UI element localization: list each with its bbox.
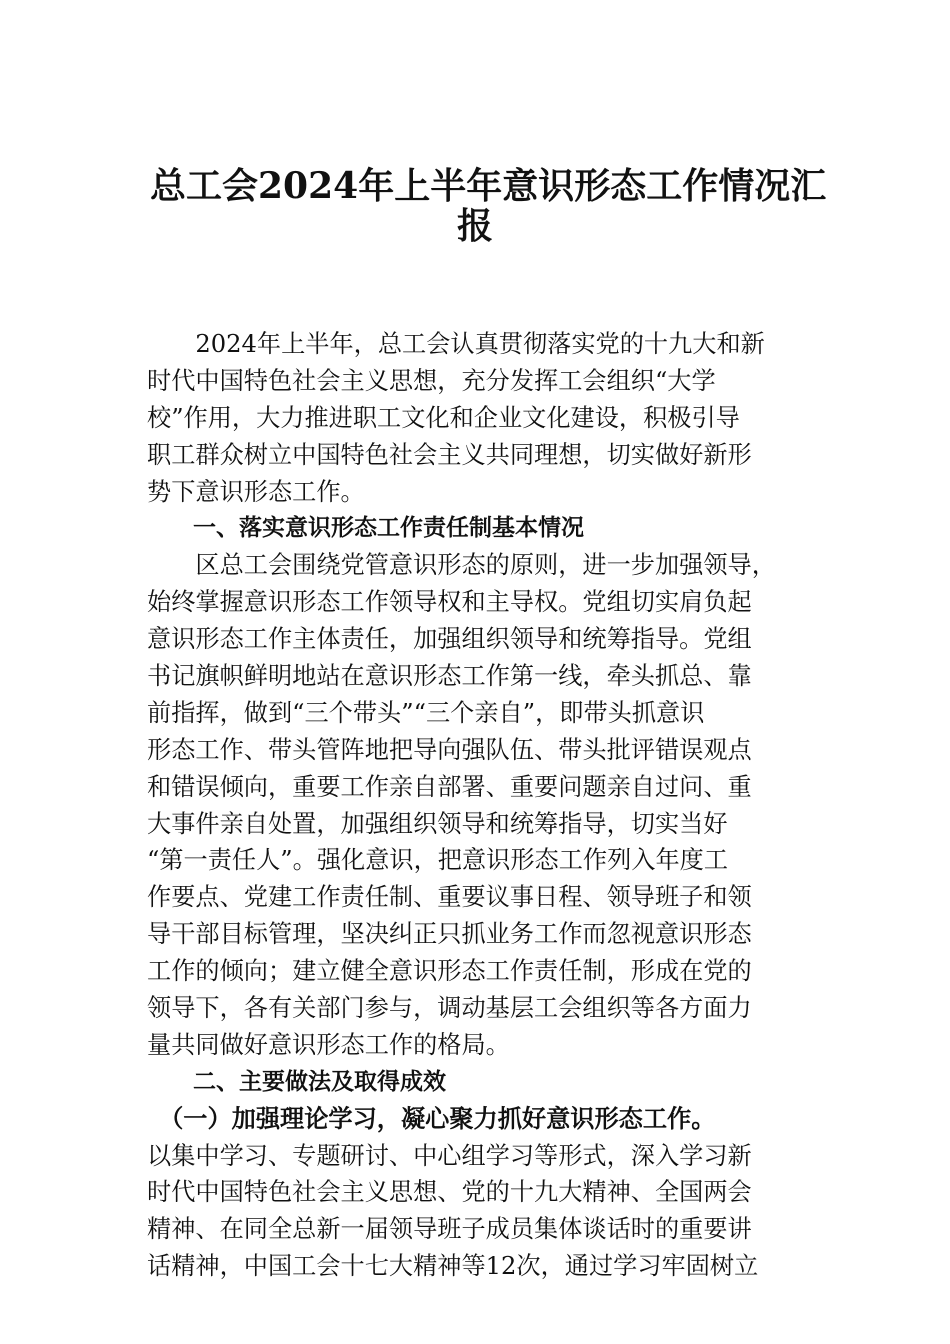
subsection-heading-1: （一）加强理论学习，凝心聚力抓好意识形态工作。 xyxy=(147,1103,716,1133)
body-line: 精神、在同全总新一届领导班子成员集体谈话时的重要讲 xyxy=(147,1215,752,1244)
body-line: 职工群众树立中国特色社会主义共同理想，切实做好新形 xyxy=(147,440,752,469)
section-heading-2: 二、主要做法及取得成效 xyxy=(147,1068,446,1095)
document-body xyxy=(147,326,807,1285)
body-line: 作要点、党建工作责任制、重要议事日程、领导班子和领 xyxy=(147,883,752,912)
body-line: 以集中学习、专题研讨、中心组学习等形式，深入学习新 xyxy=(147,1141,752,1170)
body-line: 大事件亲自处置，加强组织领导和统筹指导，切实当好 xyxy=(147,809,728,838)
body-line: 书记旗帜鲜明地站在意识形态工作第一线，牵头抓总、靠 xyxy=(147,662,752,691)
body-line: “第一责任人”。强化意识，把意识形态工作列入年度工 xyxy=(147,846,729,875)
section-heading-1: 一、落实意识形态工作责任制基本情况 xyxy=(147,515,584,542)
body-line: 意识形态工作主体责任，加强组织领导和统筹指导。党组 xyxy=(147,625,752,654)
body-line: 和错误倾向，重要工作亲自部署、重要问题亲自过问、重 xyxy=(147,772,752,801)
body-line: 时代中国特色社会主义思想、党的十九大精神、全国两会 xyxy=(147,1178,752,1207)
body-line: 导干部目标管理，坚决纠正只抓业务工作而忽视意识形态 xyxy=(147,920,752,949)
body-line: 2024年上半年，总工会认真贯彻落实党的十九大和新 xyxy=(147,330,765,358)
body-line: 前指挥，做到“三个带头”“三个亲自”，即带头抓意识 xyxy=(147,698,705,727)
body-line: 区总工会围绕党管意识形态的原则，进一步加强领导， xyxy=(147,551,776,580)
body-line: 时代中国特色社会主义思想，充分发挥工会组织“大学 xyxy=(147,366,716,395)
document-title-line-2: 报 xyxy=(456,205,493,247)
body-line: 势下意识形态工作。 xyxy=(147,477,365,506)
body-line: 始终掌握意识形态工作领导权和主导权。党组切实肩负起 xyxy=(147,588,752,617)
body-line: 工作的倾向；建立健全意识形态工作责任制，形成在党的 xyxy=(147,957,752,986)
document-title-line-1: 总工会2024年上半年意识形态工作情况汇 xyxy=(150,165,827,207)
body-line: 领导下，各有关部门参与，调动基层工会组织等各方面力 xyxy=(147,994,752,1023)
body-line: 形态工作、带头管阵地把导向强队伍、带头批评错误观点 xyxy=(147,735,752,764)
body-line: 量共同做好意识形态工作的格局。 xyxy=(147,1030,510,1059)
body-line: 校”作用，大力推进职工文化和企业文化建设，积极引导 xyxy=(147,403,740,432)
body-line: 话精神，中国工会十七大精神等12次，通过学习牢固树立 xyxy=(147,1252,759,1281)
